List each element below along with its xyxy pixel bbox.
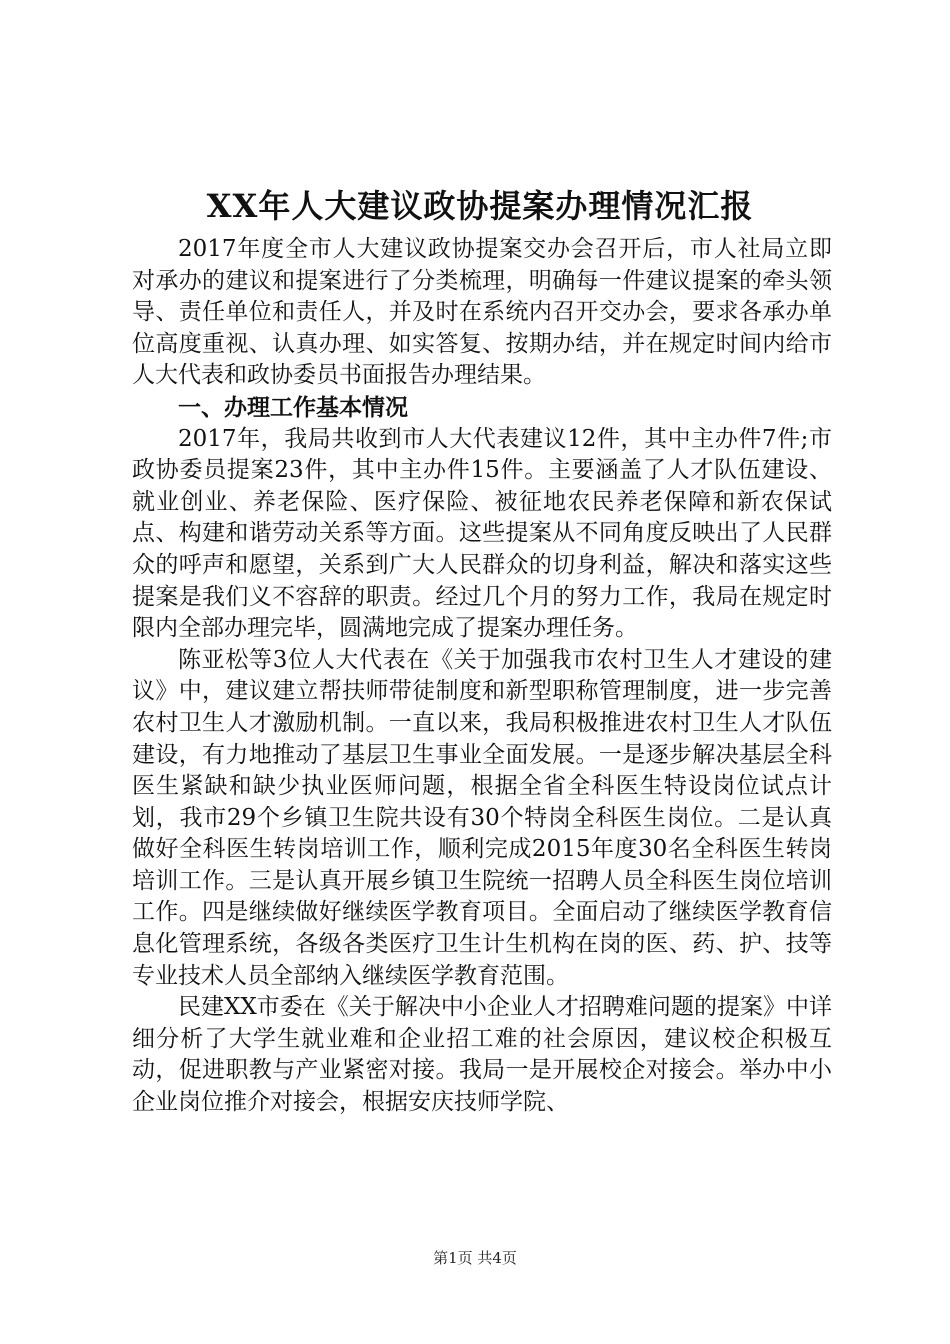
page-footer: 第1页 共4页 — [433, 1249, 517, 1267]
paragraph-intro: 2017年度全市人大建议政协提案交办会召开后，市人社局立即对承办的建议和提案进行了分类梳理，明确每一件建议提案的牵头领导、责任单位和责任人，并及时在系统内召开交办会，要求各承办单位高度重视、认真办理、如实答复、按期办结，并在规定时间内给市人大代表和政协委员书面报告办理结果。 — [132, 236, 832, 389]
section-heading: 一、办理工作基本情况 — [178, 393, 408, 421]
paragraph-summary: 2017年，我局共收到市人大代表建议12件，其中主办件7件;市政协委员提案23件，其中主办件15件。主要涵盖了人才队伍建设、就业创业、养老保险、医疗保险、被征地农民养老保障和新农保试点、构建和谐劳动关系等方面。这些提案从不同角度反映出了人民群众的呼声和愿望，关系到广大人民群众的切身利益，解决和落实这些提案是我们义不容辞的职责。经过几个月的努力工作，我局在规定时限内全部办理完毕，圆满地完成了提案办理任务。 — [132, 425, 832, 642]
paragraph-rural-health: 陈亚松等3位人大代表在《关于加强我市农村卫生人才建设的建议》中，建议建立帮扶师带徒制度和新型职称管理制度，进一步完善农村卫生人才激励机制。一直以来，我局积极推进农村卫生人才队伍建设，有力地推动了基层卫生事业全面发展。一是逐步解决基层全科医生紧缺和缺少执业医师问题，根据全省全科医生特设岗位试点计划，我市29个乡镇卫生院共设有30个特岗全科医生岗位。二是认真做好全科医生转岗培训工作，顺利完成2015年度30名全科医生转岗培训工作。三是认真开展乡镇卫生院统一招聘人员全科医生岗位培训工作。四是继续做好继续医学教育项目。全面启动了继续医学教育信息化管理系统，各级各类医疗卫生计生机构在岗的医、药、护、技等专业技术人员全部纳入继续医学教育范围。 — [132, 646, 832, 989]
document-title: XX年人大建议政协提案办理情况汇报 — [206, 187, 754, 225]
paragraph-sme-recruitment: 民建XX市委在《关于解决中小企业人才招聘难问题的提案》中详细分析了大学生就业难和企业招工难的社会原因，建议校企积极互动，促进职教与产业紧密对接。我局一是开展校企对接会。举办中小企业岗位推介对接会，根据安庆技师学院、 — [132, 994, 832, 1116]
document-body — [132, 234, 832, 1119]
